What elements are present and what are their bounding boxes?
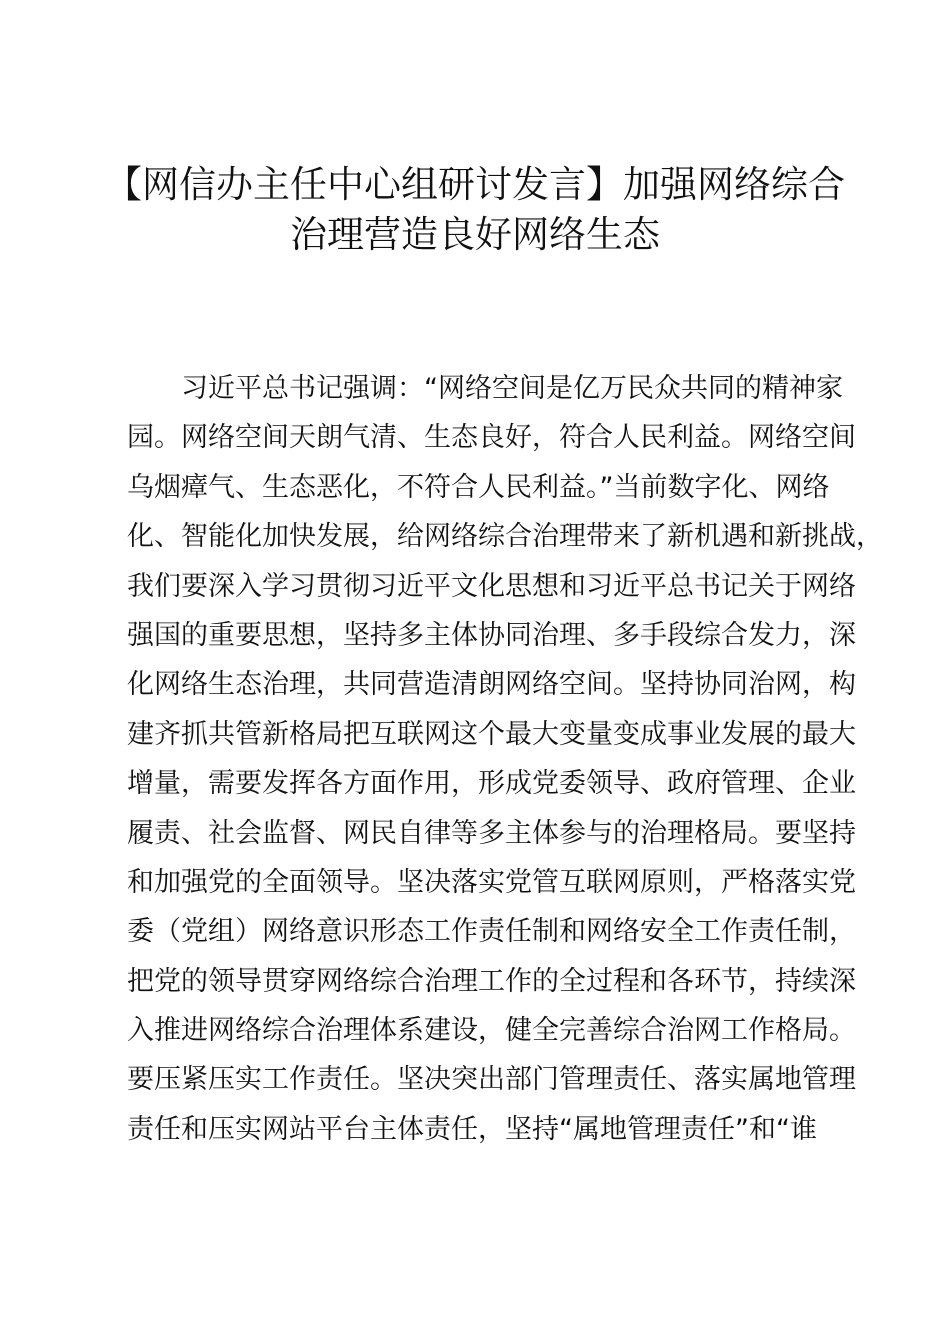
document-title: [100, 160, 850, 260]
body-line-16: 责任和压实网站平台主体责任，坚持“属地管理责任”和“谁: [127, 1113, 817, 1145]
title-line-1: 【网信办主任中心组研讨发言】加强网络综合: [105, 163, 845, 206]
body-line-13: 把党的领导贯穿网络综合治理工作的全过程和各环节，持续深: [127, 965, 856, 997]
body-line-15: 要压紧压实工作责任。坚决突出部门管理责任、落实属地管理: [127, 1064, 856, 1096]
body-line-12: 委（党组）网络意识形态工作责任制和网络安全工作责任制，: [127, 916, 856, 948]
body-line-9: 增量，需要发挥各方面作用，形成党委领导、政府管理、企业: [127, 768, 856, 800]
body-line-3: 乌烟瘴气、生态恶化，不符合人民利益。”当前数字化、网络: [127, 471, 830, 503]
body-line-1: 习近平总书记强调：“网络空间是亿万民众共同的精神家: [181, 373, 843, 404]
body-line-14: 入推进网络综合治理体系建设，健全完善综合治网工作格局。: [127, 1015, 856, 1047]
body-line-10: 履责、社会监督、网民自律等多主体参与的治理格局。要坚持: [127, 817, 856, 849]
body-line-7: 化网络生态治理，共同营造清朗网络空间。坚持协同治网，构: [127, 669, 856, 701]
body-line-2: 园。网络空间天朗气清、生态良好，符合人民利益。网络空间: [127, 422, 856, 454]
body-line-11: 和加强党的全面领导。坚决落实党管互联网原则，严格落实党: [127, 866, 856, 898]
body-line-4: 化、智能化加快发展，给网络综合治理带来了新机遇和新挑战，: [127, 521, 883, 553]
title-line-2: 治理营造良好网络生态: [290, 213, 660, 256]
body-paragraph: [127, 364, 883, 1154]
body-line-8: 建齐抓共管新格局把互联网这个最大变量变成事业发展的最大: [127, 718, 856, 750]
body-line-5: 我们要深入学习贯彻习近平文化思想和习近平总书记关于网络: [127, 570, 856, 602]
body-line-6: 强国的重要思想，坚持多主体协同治理、多手段综合发力，深: [127, 619, 856, 651]
